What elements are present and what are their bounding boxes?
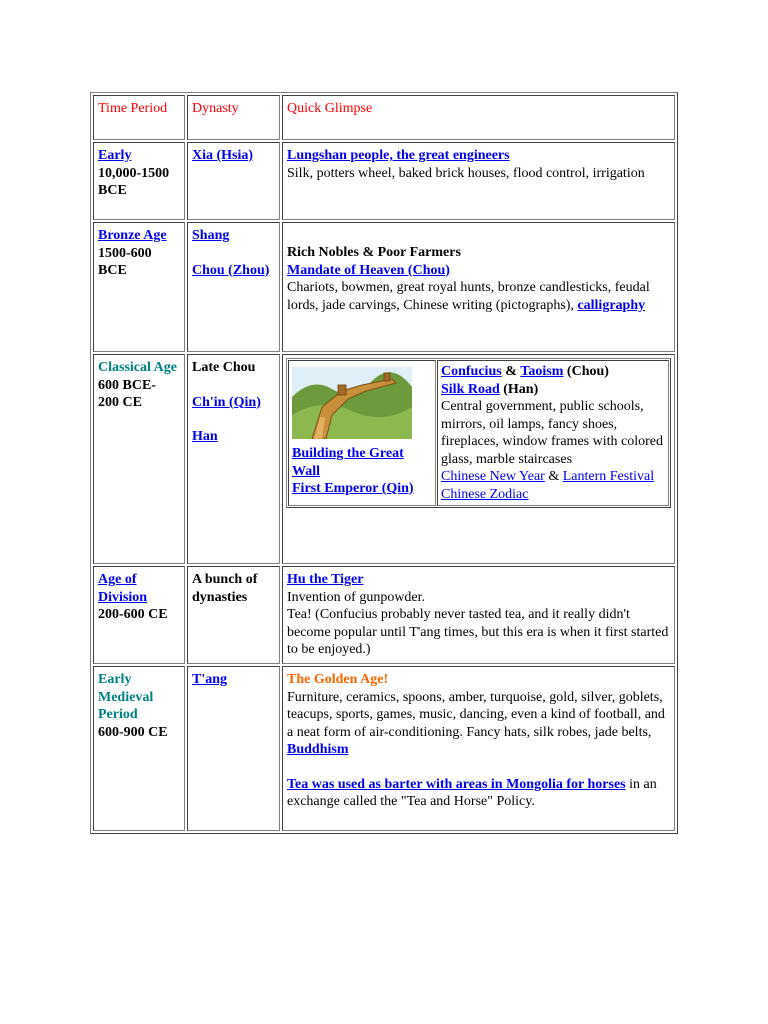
buddhism-link[interactable]: Buddhism [287,742,349,757]
dynasty-link-shang[interactable]: Shang [192,228,230,243]
dynasty-cell [187,354,280,564]
glimpse-cell [282,354,675,564]
glimpse-text: Silk, potters wheel, baked brick houses, flood control, irrigation [287,165,645,181]
period-label-classical: Classical Age [98,360,177,375]
glimpse-cell [282,142,675,220]
han-text: (Han) [503,381,539,397]
period-link-early[interactable]: Early [98,148,132,163]
period-years: 200-600 CE [98,607,168,622]
dynasty-link-tang[interactable]: T'ang [192,672,228,687]
period-link-division[interactable]: Age of Division [98,572,148,605]
period-cell [93,142,185,220]
glimpse-cell [282,666,675,831]
dynasty-link-chou[interactable]: Chou (Zhou) [192,262,270,278]
table-row [93,354,675,564]
header-glimpse-text: Quick Glimpse [287,101,373,116]
mandate-link[interactable]: Mandate of Heaven (Chou) [287,262,450,278]
amp-text: & [548,469,560,484]
confucius-link[interactable]: Confucius [441,364,502,379]
dynasty-cell [187,566,280,664]
dynasty-link-han[interactable]: Han [192,429,218,444]
classical-text: Central government, public schools, mirrors, oil lamps, fancy shoes, fireplaces, window frames with colored glass, marble staircases [441,399,663,467]
glimpse-heading: Rich Nobles & Poor Farmers [287,245,461,260]
table-row [93,142,675,220]
header-glimpse [282,95,675,140]
period-years: 600 BCE- [98,377,156,393]
golden-age-label: The Golden Age! [287,672,389,687]
dynasty-text-late-chou: Late Chou [192,360,256,375]
header-period [93,95,185,140]
lantern-festival-link[interactable]: Lantern Festival [562,469,655,484]
period-cell [93,666,185,831]
glimpse-text: Tea! (Confucius probably never tasted tea, and it really didn't become popular until T'ang times, but this era is when it first started to be enjoyed.) [287,607,669,657]
dynasty-link-xia[interactable]: Xia (Hsia) [192,148,254,163]
header-row [93,95,675,140]
chou-text: (Chou) [566,364,609,379]
dynasty-cell [187,222,280,352]
period-label-medieval: Early Medieval Period [98,672,154,722]
wall-cell [288,360,436,506]
table-row [93,666,675,831]
taoism-link[interactable]: Taoism [520,364,564,379]
period-years: 1500-600 BCE [98,245,152,278]
period-cell [93,354,185,564]
glimpse-cell [282,566,675,664]
header-period-text: Time Period [98,101,168,116]
history-table [90,92,678,834]
header-dynasty [187,95,280,140]
dynasty-cell [187,142,280,220]
classical-text-cell [437,360,669,506]
period-years: 10,000-1500 BCE [98,165,170,198]
classical-inner-table [286,358,671,508]
period-link-bronze-age[interactable]: Bronze Age [98,228,167,243]
glimpse-cell [282,222,675,352]
period-years: 200 CE [98,395,142,410]
dynasty-link-qin[interactable]: Ch'in (Qin) [192,394,261,410]
tea-barter-link[interactable]: Tea was used as barter with areas in Mongolia for horses [287,776,626,792]
great-wall-illustration [292,367,412,439]
glimpse-text: Chariots, bowmen, great royal hunts, bronze candlesticks, feudal lords, jade carvings, Chinese writing (pictographs), [287,280,650,313]
calligraphy-link[interactable]: calligraphy [577,297,646,313]
period-cell [93,566,185,664]
glimpse-text: Furniture, ceramics, spoons, amber, turquoise, gold, silver, goblets, teacups, sports, games, music, dancing, even a kind of football, and a neat form of air-conditioning. Fancy hats, silk robes, jade belts, [287,689,665,740]
glimpse-text: Invention of gunpowder. [287,589,426,605]
period-cell [93,222,185,352]
table-row [93,222,675,352]
lungshan-link[interactable]: Lungshan people, the great engineers [287,148,510,163]
first-emperor-link[interactable]: First Emperor (Qin) [292,481,414,496]
new-year-link[interactable]: Chinese New Year [441,469,545,484]
glimpse-text: in an exchange called the "Tea and Horse" Policy. [287,776,657,809]
dynasty-text-bunch: A bunch of dynasties [192,572,258,605]
amp-text: & [505,364,517,379]
zodiac-link[interactable]: Chinese Zodiac [441,486,529,502]
dynasty-cell [187,666,280,831]
building-wall-link[interactable]: Building the Great Wall [292,446,404,479]
hu-tiger-link[interactable]: Hu the Tiger [287,572,364,587]
silk-road-link[interactable]: Silk Road [441,381,500,397]
table-row [93,566,675,664]
period-years: 600-900 CE [98,724,168,740]
header-dynasty-text: Dynasty [192,101,239,116]
